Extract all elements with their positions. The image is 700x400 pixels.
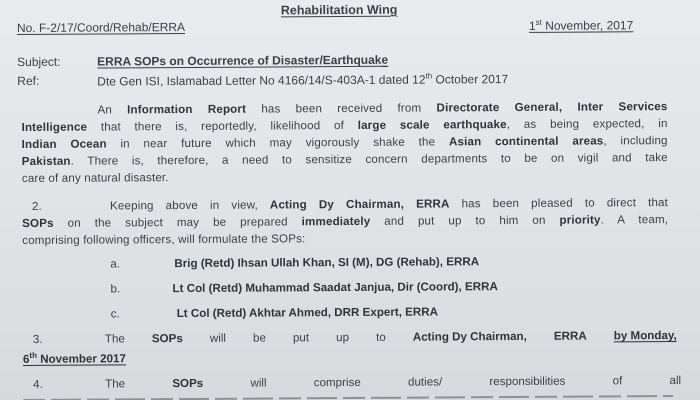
letter-date-text: [529, 18, 633, 33]
subject-text: ERRA SOPs on Occurrence of Disaster/Earthquake: [97, 52, 389, 69]
letter-date: [529, 17, 633, 33]
para4-line1: The SOPs will comprise duties/ responsibilities of all: [105, 373, 682, 391]
para1-line3: Indian Ocean in near future which may vigorously shake the Asian continental areas, including: [21, 134, 668, 152]
para3-line1: The SOPs will be put up to Acting Dy Chairman, ERRA by Monday,: [104, 329, 677, 346]
reference-number-text: No. F-2/17/Coord/Rehab/ERRA: [16, 20, 186, 36]
para1-line4: Pakistan. There is, therefore, a need to sensitize concern departments to be on vigil and take: [21, 151, 668, 169]
ref-text-b: October 2017: [432, 72, 509, 87]
officer-b-name: Lt Col (Retd) Muhammad Saadat Janjua, Dir (Coord), ERRA: [172, 280, 498, 296]
para1-line2: Intelligence that there is, reportedly, likelihood of large scale earthquake, as being expected, in: [21, 117, 668, 135]
ref-label: Ref:: [17, 73, 40, 89]
officer-b-marker: b.: [110, 282, 121, 296]
subject-label: Subject:: [17, 54, 61, 70]
date-suffix: st: [535, 17, 542, 27]
officer-a-marker: a.: [110, 257, 121, 271]
ref-text-a: Dte Gen ISI, Islamabad Letter No 4166/14/S-403A-1 dated 12: [97, 72, 426, 89]
para1-line1: An Information Report has been received from Directorate General, Inter Services: [97, 100, 668, 117]
para3-number: 3.: [32, 332, 43, 346]
ref-text: [97, 71, 508, 89]
officer-c-name: Lt Col (Retd) Akhtar Ahmed, DRR Expert, ERRA: [176, 305, 439, 321]
para2-line2: SOPs on the subject may be prepared immediately and put up to him on priority. A team,: [22, 213, 669, 231]
reference-number: [17, 20, 185, 35]
para2-line1: Keeping above in view, Acting Dy Chairman, ERRA has been pleased to direct that: [109, 196, 669, 213]
para2-number: 2.: [31, 199, 42, 213]
para1-line5: care of any natural disaster.: [21, 171, 169, 186]
para3-line2: 6th November 2017: [22, 350, 126, 366]
ref-sup: th: [425, 71, 433, 81]
cut-off-next-line: [23, 392, 673, 400]
para4-number: 4.: [33, 377, 43, 391]
officer-c-marker: c.: [110, 307, 120, 321]
wing-heading: Rehabilitation Wing: [280, 2, 398, 18]
officer-a-name: Brig (Retd) Ihsan Ullah Khan, SI (M), DG (Rehab), ERRA: [174, 255, 480, 271]
para2-line3: comprising following officers, will formulate the SOPs:: [22, 232, 306, 248]
date-day: 1: [528, 18, 536, 33]
date-rest: November, 2017: [541, 18, 634, 33]
